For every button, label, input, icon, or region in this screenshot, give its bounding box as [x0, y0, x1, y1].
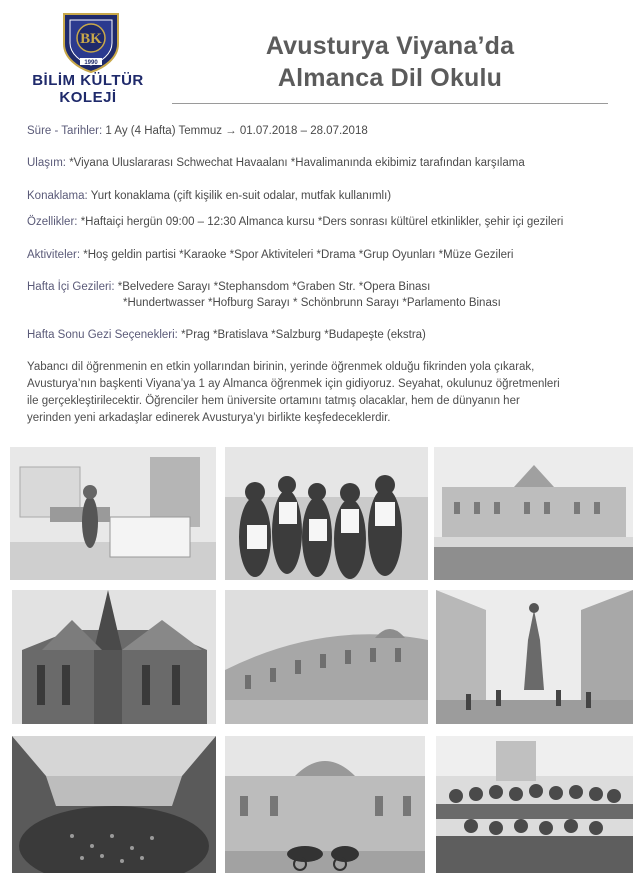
stephansdom-cathedral-photo — [12, 590, 216, 724]
logo-text-line1: BİLİM KÜLTÜR — [32, 72, 144, 89]
info-accommodation-label: Konaklama: — [27, 190, 88, 202]
info-weekend-trips — [27, 327, 426, 343]
info-weekday-trips — [27, 279, 430, 295]
info-dates-value: 1 Ay (4 Hafta) Temmuz → 01.07.2018 – 28.07.2018 — [105, 125, 368, 137]
info-dates — [27, 123, 368, 139]
info-activities-label: Aktiviteler: — [27, 249, 81, 261]
school-crest-icon — [58, 10, 124, 74]
info-activities — [27, 247, 513, 263]
belvedere-palace-photo — [434, 447, 633, 580]
michaelerplatz-carriage-photo — [225, 736, 425, 873]
title-divider — [172, 103, 608, 104]
info-weekday-value2: *Hundertwasser *Hofburg Sarayı * Schönbrunn Sarayı *Parlamento Binası — [123, 297, 501, 309]
title-line2: Almanca Dil Okulu — [277, 64, 503, 92]
info-accommodation-value: Yurt konaklama (çift kişilik en-suit odalar, mutfak kullanımlı) — [90, 190, 392, 202]
info-features-label: Özellikler: — [27, 216, 78, 228]
graben-street-photo — [436, 590, 633, 724]
info-accommodation — [27, 188, 391, 204]
opera-hall-photo — [12, 736, 216, 873]
logo-text-line2: KOLEJİ — [59, 89, 117, 106]
info-transport-value: *Viyana Uluslararası Schwechat Havaalanı *Havalimanında ekibimiz tarafından karşılama — [69, 157, 525, 169]
student-group-photo — [436, 736, 633, 873]
info-weekend-value: *Prag *Bratislava *Salzburg *Budapeşte (ekstra) — [181, 329, 426, 341]
crest-letters: BK — [80, 31, 102, 47]
hofburg-palace-photo — [225, 590, 428, 724]
title-line1: Avusturya Viyana’da — [265, 32, 515, 60]
info-weekday-label: Hafta İçi Gezileri: — [27, 281, 115, 293]
paragraph-line3: ile gerçekleştirilecektir. Öğrenciler hem üniversite ortamını tatmış olacaklar, hem de dünyanın her — [27, 395, 520, 407]
info-weekday-trips-cont — [27, 295, 501, 311]
intro-paragraph — [27, 359, 617, 427]
info-features-value: *Haftaiçi hergün 09:00 – 12:30 Almanca kursu *Ders sonrası kültürel etkinlikler, şehir içi gezileri — [80, 216, 564, 228]
paragraph-line4: yerinden yeni arkadaşlar edinerek Avusturya’yı birlikte keşfedeceklerdir. — [27, 412, 391, 424]
info-dates-label: Süre - Tarihler: — [27, 125, 103, 137]
info-activities-value: *Hoş geldin partisi *Karaoke *Spor Aktiviteleri *Drama *Grup Oyunları *Müze Gezileri — [83, 249, 514, 261]
crest-year: 1990 — [84, 60, 98, 66]
students-certificates-photo — [225, 447, 428, 580]
paragraph-line2: Avusturya’nın başkenti Viyana’ya 1 ay Almanca öğrenmek için gidiyoruz. Seyahat, okulunuz öğretmenleri — [27, 378, 560, 390]
info-transport-label: Ulaşım: — [27, 157, 66, 169]
info-weekday-value1: *Belvedere Sarayı *Stephansdom *Graben Str. *Opera Binası — [117, 281, 431, 293]
school-logo — [8, 6, 160, 106]
info-weekend-label: Hafta Sonu Gezi Seçenekleri: — [27, 329, 178, 341]
page-title — [210, 30, 570, 94]
info-transport — [27, 155, 525, 171]
paragraph-line1: Yabancı dil öğrenmenin en etkin yollarından birinin, yerinde öğrenmek olduğu fikrinden yola çıkarak, — [27, 361, 535, 373]
info-features — [27, 214, 563, 230]
dorm-room-photo — [10, 447, 216, 580]
